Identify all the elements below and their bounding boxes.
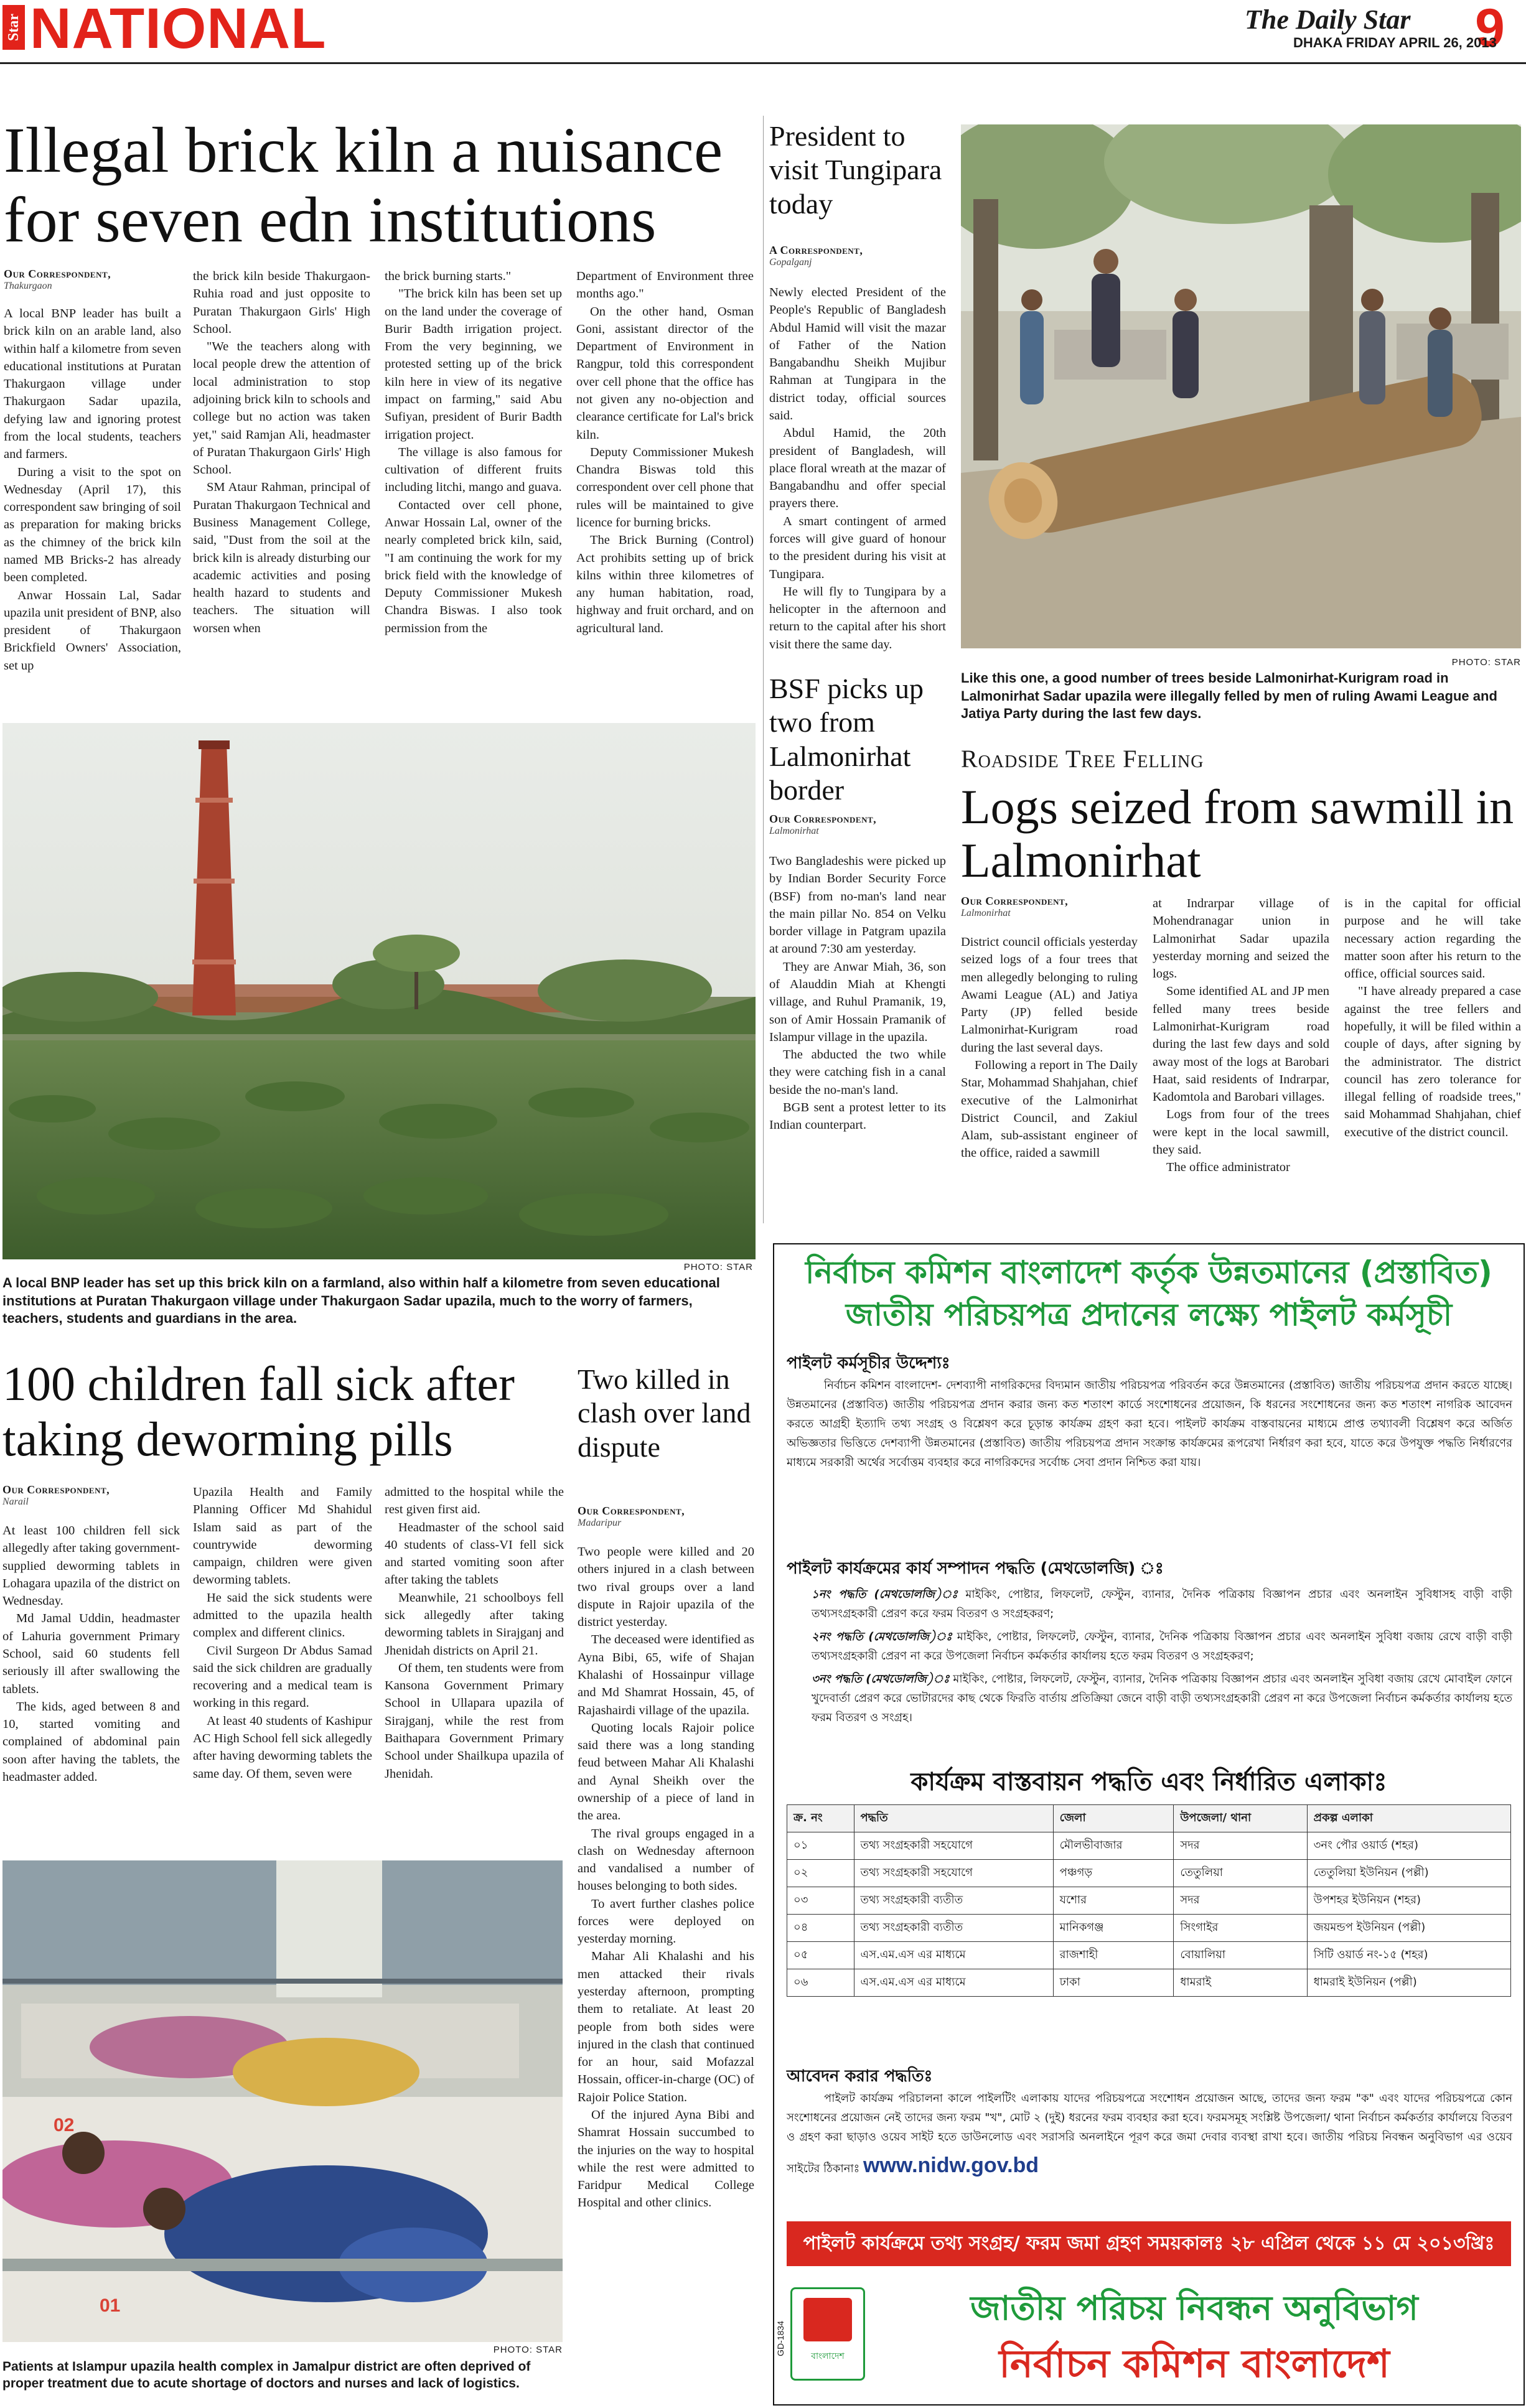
table-header-cell: প্রকল্প এলাকা xyxy=(1307,1805,1510,1832)
brick-kiln-headline: Illegal brick kiln a nuisance for seven edn institutions xyxy=(4,114,723,256)
paragraph: A local BNP leader has built a brick kiln on an arable land, also within half a kilometre from seven educational institutions at Puratan Thakurgaon village under Thakurgaon Sadar upazila, defying law and ignoring protest from the local students, teachers and farmers. xyxy=(4,307,181,462)
paragraph: Quoting locals Rajoir police said there was a long standing feud between Mahar Ali Khalashi and Aynal Sheikh over the ownership of a piece of land in the area. xyxy=(578,1720,754,1823)
paragraph: BGB sent a protest letter to its Indian counterpart. xyxy=(769,1100,946,1132)
brick-kiln-col-3 xyxy=(385,268,562,637)
clash-byline-block xyxy=(578,1505,764,1529)
page-number: 9 xyxy=(1475,0,1505,58)
paragraph: They are Anwar Miah, 36, son of Alauddin Miah at Khengti village, and Ruhul Pramanik, 19, son of Amir Hossain Pramanik of Islampur village in the upazila. xyxy=(769,959,946,1044)
ad-footer-2: নির্বাচন কমিশন বাংলাদেশ xyxy=(999,2341,1390,2386)
paragraph: is in the capital for official purpose and he will take necessary action regarding the matter soon after his return to the office, official sources said. xyxy=(1344,897,1521,981)
president-body xyxy=(769,284,946,653)
president-place: Gopalganj xyxy=(769,257,812,268)
paragraph: Of them, ten students were from Kansona Government Primary School in Ullapara upazila of Sirajganj, while the rest from Baithapara Government Primary School under Shailkupa upazila of Jhenidah. xyxy=(385,1661,564,1781)
ad-method-label: ৩নং পদ্ধতি (মেথডোলজি)ঃ xyxy=(812,1672,950,1686)
masthead-rule xyxy=(0,62,1526,64)
hospital-photo xyxy=(2,1860,563,2342)
table-cell: ০২ xyxy=(787,1860,854,1887)
deworming-headline: 100 children fall sick after taking deworming pills xyxy=(2,1356,515,1466)
paragraph: He will fly to Tungipara by a helicopter in the afternoon and return to the capital after his short visit there the same day. xyxy=(769,584,946,651)
paragraph: Deputy Commissioner Mukesh Chandra Biswas told this correspondent over cell phone that rules will be maintained to give licence for burning bricks. xyxy=(576,445,754,530)
ad-title-2: জাতীয় পরিচয়পত্র প্রদানের লক্ষ্যে পাইলট কর্মসূচী xyxy=(845,1297,1453,1333)
table-cell: ০৬ xyxy=(787,1969,854,1997)
paragraph: During a visit to the spot on Wednesday (April 17), this correspondent saw bringing of soil as preparation for making bricks as the chimney of the brick kiln named MB Bricks-2 has already been completed. xyxy=(4,465,181,585)
paragraph: Of the injured Ayna Bibi and Shamrat Hossain succumbed to the injuries on the way to hospital while the rest were admitted to Faridpur Medical College Hospital and other clinics. xyxy=(578,2108,754,2210)
deworming-col-2 xyxy=(193,1483,372,1783)
paragraph: the brick burning starts." xyxy=(385,269,512,283)
ad-title-1: নির্বাচন কমিশন বাংলাদেশ কর্তৃক উন্নতমানের (প্রস্তাবিত) xyxy=(805,1254,1492,1290)
paper-name: The Daily Star xyxy=(1245,4,1411,35)
table-cell: সিংগাইর xyxy=(1174,1915,1307,1942)
ad-method-item xyxy=(812,1585,1512,1624)
table-cell: ঢাকা xyxy=(1053,1969,1174,1997)
ad-method-text: মাইকিং, পোষ্টার, লিফলেট, ফেস্টুন, ব্যানার, দৈনিক পত্রিকায় বিজ্ঞাপন প্রচার এবং অনলাইন সুবিধা বজায় রেখে মোবাইল ফোনে খুদেবার্তা প্রেরণ করে ভোটারদের কাছ থেকে ফিরতি বার্তায় প্রতিক্রিয়া জেনে বাড়ী বাড়ী তথ্যসংগ্রহকারী প্রেরণ না করে উপজেলা নির্বাচন কর্মকর্তার কার্যালয় হতে ফরম বিতরণ ও সংগ্রহ। xyxy=(812,1672,1512,1724)
ad-area-table xyxy=(787,1804,1511,1997)
table-cell: ধামরাই ইউনিয়ন (পল্লী) xyxy=(1307,1969,1510,1997)
paragraph: admitted to the hospital while the rest given first aid. xyxy=(385,1485,564,1517)
table-cell: মৌলভীবাজার xyxy=(1053,1832,1174,1860)
clash-place: Madaripur xyxy=(578,1518,622,1528)
ad-apply-body: পাইলট কার্যক্রম পরিচালনা কালে পাইলটিং এলাকায় যাদের পরিচয়পত্রে সংশোধন প্রয়োজন আছে, তাদের জন্য ফরম "ক" এবং যাদের পরিচয়পত্রে কোন সংশোধনের প্রয়োজন নেই তাদের জন্য ফরম "খ", মোট ২ (দুই) ধরনের ফরম ব্যবহার করা হবে। ফরমসমূহ সংশ্লিষ্ট উপজেলা/ থানা নির্বাচন কর্মকর্তার কার্যালয়ে বিতরণ ও গ্রহণ করা ছাড়াও ওয়েব সাইট হতে ডাউনলোড এবং সরাসরি অনলাইনে পূরণ করে জমা দেবার ব্যবস্থা রাখা হবে। জাতীয় পরিচয় নিবন্ধন অনুবিভাগ এর ওয়েব সাইটের ঠিকানাঃ xyxy=(787,2092,1512,2175)
table-row xyxy=(787,1942,1511,1969)
bsf-byline: Our Correspondent, xyxy=(769,813,877,825)
bsf-headline: BSF picks up two from Lalmonirhat border xyxy=(769,673,924,806)
deworming-place: Narail xyxy=(2,1496,29,1507)
logs-byline-block xyxy=(961,895,1141,919)
table-cell: তেতুলিয়া xyxy=(1174,1860,1307,1887)
tree-felling-photo-credit: PHOTO: STAR xyxy=(1451,657,1521,668)
paragraph: Two Bangladeshis were picked up by Indian Border Security Force (BSF) from no-man's land near the main pillar No. 854 on Velku border village in Patgram upazila at around 7:30 am yesterday. xyxy=(769,854,946,956)
paragraph: Mahar Ali Khalashi and his men attacked their rivals yesterday afternoon, prompting them to retaliate. At least 20 people from both sides were injured in the clash that continued for an hour, said Mofazzal Hossain, officer-in-charge (OC) of Rajoir Police Station. xyxy=(578,1949,754,2104)
ad-table-title: কার্যক্রম বাস্তবায়ন পদ্ধতি এবং নির্ধারিত এলাকাঃ xyxy=(910,1768,1387,1796)
table-row xyxy=(787,1860,1511,1887)
logs-kicker: Roadside Tree Felling xyxy=(961,745,1204,773)
ballot-box-icon xyxy=(803,2298,852,2341)
paragraph: At least 100 children fell sick allegedly after taking government-supplied deworming tablets in Lohagara upazila of the district on Wednesday. xyxy=(2,1524,180,1608)
bsf-byline-block xyxy=(769,813,956,837)
table-cell: ০৫ xyxy=(787,1942,854,1969)
table-cell: তেতুলিয়া ইউনিয়ন (পল্লী) xyxy=(1307,1860,1510,1887)
table-cell: তথ্য সংগ্রহকারী সহযোগে xyxy=(854,1832,1053,1860)
table-cell: জয়মন্ডপ ইউনিয়ন (পল্লী) xyxy=(1307,1915,1510,1942)
president-headline: President to visit Tungipara today xyxy=(769,120,942,220)
paragraph: "We the teachers along with local people drew the attention of local administration to stop adjoining brick kiln to schools and college but no action was taken yet," said Ramjan Ali, headmaster of Puratan Thakurgaon Girls' High School. xyxy=(193,340,370,477)
paragraph: at Indrarpar village of Mohendranagar union in Lalmonirhat Sadar upazila yesterday morning and seized the logs. xyxy=(1153,897,1329,981)
table-cell: তথ্য সংগ্রহকারী সহযোগে xyxy=(854,1860,1053,1887)
ad-method-item xyxy=(812,1628,1512,1666)
paragraph: Anwar Hossain Lal, Sadar upazila unit president of BNP, also president of Thakurgaon Brickfield Owners' Association, set up xyxy=(4,588,181,673)
ad-logo xyxy=(790,2287,865,2381)
paragraph: Department of Environment three months ago." xyxy=(576,269,754,301)
paragraph: the brick kiln beside Thakurgaon-Ruhia road and just opposite to Puratan Thakurgaon Girls' High School. xyxy=(193,269,370,336)
paragraph: He said the sick students were admitted to the upazila health complex and different clinics. xyxy=(193,1590,372,1640)
ad-deadline-band: পাইলট কার্যক্রমে তথ্য সংগ্রহ/ ফরম জমা গ্রহণ সময়কালঃ ২৮ এপ্রিল থেকে ১১ মে ২০১৩খ্রিঃ xyxy=(787,2221,1511,2266)
bsf-body xyxy=(769,852,946,1134)
clash-body xyxy=(578,1543,754,2212)
ad-method-label: ১নং পদ্ধতি (মেথডোলজি)ঃ xyxy=(812,1588,958,1601)
deworming-byline-block xyxy=(2,1483,183,1508)
table-cell: যশোর xyxy=(1053,1887,1174,1915)
brick-kiln-caption: A local BNP leader has set up this brick kiln on a farmland, also within half a kilometre from seven educational institutions at Puratan Thakurgaon village under Thakurgaon Sadar upazila, much to the worry of farmers, teachers, students and guardians in the area. xyxy=(2,1275,720,1327)
column-divider xyxy=(763,116,764,1223)
table-cell: এস.এম.এস এর মাধ্যমে xyxy=(854,1942,1053,1969)
table-row xyxy=(787,1969,1511,1997)
paragraph: Two people were killed and 20 others injured in a clash between two rival groups over a land dispute in Rajoir upazila of the district yesterday. xyxy=(578,1545,754,1630)
table-row xyxy=(787,1832,1511,1860)
deworming-byline: Our Correspondent, xyxy=(2,1483,110,1496)
paragraph: District council officials yesterday seized logs of a four trees that men allegedly belonging to ruling Awami League (AL) and Jatiya Party (JP) felled beside Lalmonirhat-Kurigram road during the last several days. xyxy=(961,935,1138,1055)
paragraph: Upazila Health and Family Planning Officer Md Shahidul Islam said as part of the countrywide deworming campaign, children were given deworming tablets. xyxy=(193,1485,372,1587)
table-row xyxy=(787,1915,1511,1942)
paragraph: Newly elected President of the People's Republic of Bangladesh Abdul Hamid will visit the mazar of Father of the Nation Bangabandhu Sheikh Mujibur Rahman at Tungipara in the district today, official sources said. xyxy=(769,286,946,422)
paragraph: Meanwhile, 21 schoolboys fell sick allegedly after taking deworming tablets in Sirajganj and Jhenidah districts on April 21. xyxy=(385,1590,564,1658)
tree-felling-photo xyxy=(961,124,1521,648)
paragraph: SM Ataur Rahman, principal of Puratan Thakurgaon Technical and Business Management College, said, "Dust from the soil at the brick kiln is already disturbing our academic activities and posing health hazard to students and teachers. The situation will worsen when xyxy=(193,480,370,635)
hospital-photo-credit: PHOTO: STAR xyxy=(493,2345,563,2355)
logs-col-3 xyxy=(1344,895,1521,1141)
bed-label-01: 01 xyxy=(100,2295,121,2316)
paragraph: Civil Surgeon Dr Abdus Samad said the sick children are gradually recovering and a medical team is working in this regard. xyxy=(193,1643,372,1710)
ad-objective-text: নির্বাচন কমিশন বাংলাদেশ- দেশব্যাপী নাগরিকদের বিদ্যমান জাতীয় পরিচয়পত্র পরিবর্তন করে উন্নতমানের (প্রস্তাবিত) জাতীয় পরিচয়পত্র প্রদান করতে যাচ্ছে। উন্নতমানের (প্রস্তাবিত) জাতীয় পরিচয়পত্র প্রদান করার জন্য কত শতাংশ কার্ডে সংশোধনের প্রয়োজন, কি ধরনের সংশোধনের জন্য কত শতাংশ নাগরিক আবেদন করতে আগ্রহী ইত্যাদি তথ্য সংগ্রহ ও বিশ্লেষণ করে চূড়ান্ত কার্যক্রম গ্রহণ করা হবে। পাইলট কার্যক্রম বাস্তবায়নের মাধ্যমে প্রাপ্ত তথ্যাবলী বিশ্লেষণ করে অর্জিত অভিজ্ঞতার ভিত্তিতে দেশব্যাপী উন্নতমানের (প্রস্তাবিত) জাতীয় পরিচয়পত্র প্রদান সংক্রান্ত কার্যক্রমের রূপরেখা নির্ধারণ করা হবে, যাতে করে উপযুক্ত পদ্ধতি নির্ধারণের মাধ্যমে সরকারী অর্থের সর্বোত্তম ব্যবহার করে নাগরিকদের সর্বোচ্চ সেবা প্রদান নিশ্চিত করা যায়। xyxy=(787,1379,1512,1469)
table-cell: ৩নং পৌর ওয়ার্ড (শহর) xyxy=(1307,1832,1510,1860)
table-cell: ০৩ xyxy=(787,1887,854,1915)
brick-kiln-col-4 xyxy=(576,268,754,637)
ad-method-text: মাইকিং, পোষ্টার, লিফলেট, ফেস্টুন, ব্যানার, দৈনিক পত্রিকায় বিজ্ঞাপন প্রচার এবং অনলাইন সুবিধা বজায় রেখে বাড়ী বাড়ী তথ্যসংগ্রহকারী প্রেরণ না করে উপজেলা নির্বাচন কর্মকর্তার কার্যালয় হতে ফরম বিতরণ ও সংগ্রহকরণ; xyxy=(812,1630,1513,1663)
table-header-cell: উপজেলা/ থানা xyxy=(1174,1805,1307,1832)
tree-felling-caption: Like this one, a good number of trees beside Lalmonirhat-Kurigram road in Lalmonirhat Sadar upazila were illegally felled by men of ruling Awami League and Jatiya Party during the last few days. xyxy=(961,670,1497,722)
paragraph: The rival groups engaged in a clash on Wednesday afternoon and vandalised a number of houses belonging to both sides. xyxy=(578,1826,754,1893)
logs-headline: Logs seized from sawmill in Lalmonirhat xyxy=(961,780,1514,887)
paragraph: A smart contingent of armed forces will give guard of honour to the president during his visit at Tungipara. xyxy=(769,514,946,581)
hospital-caption: Patients at Islampur upazila health complex in Jamalpur district are often deprived of proper treatment due to acute shortage of doctors and nurses and lack of logistics. xyxy=(2,2359,531,2391)
table-cell: ০৪ xyxy=(787,1915,854,1942)
logs-col-2 xyxy=(1153,895,1329,1177)
paragraph: "I have already prepared a case against the tree fellers and hopefully, it will be filed within a couple of days, after signing by the administrator. The district council has zero tolerance for illegal felling of roadside trees," said Mohammad Shahjahan, chief executive of the district council. xyxy=(1344,984,1521,1139)
paragraph: Headmaster of the school said 40 students of class-VI fell sick and started vomiting soon after after taking the tablets xyxy=(385,1520,564,1587)
paragraph: Following a report in The Daily Star, Mohammad Shahjahan, chief executive of the Lalmonirhat District Council, and Zakiul Alam, sub-assistant engineer of the office, raided a sawmill xyxy=(961,1058,1138,1160)
ad-methods xyxy=(812,1585,1512,1732)
table-cell: এস.এম.এস এর মাধ্যমে xyxy=(854,1969,1053,1997)
ad-apply-heading: আবেদন করার পদ্ধতিঃ xyxy=(787,2067,933,2086)
table-header-cell: ক্র. নং xyxy=(787,1805,854,1832)
paragraph: At least 40 students of Kashipur AC High School fell sick allegedly after having deworming tablets the same day. Of them, seven were xyxy=(193,1714,372,1781)
brick-kiln-col-2 xyxy=(193,268,370,637)
paragraph: Logs from four of the trees were kept in the local sawmill, they said. xyxy=(1153,1108,1329,1157)
table-cell: সিটি ওয়ার্ড নং-১৫ (শহর) xyxy=(1307,1942,1510,1969)
ad-method-heading: পাইলট কার্যক্রমের কার্য সম্পাদন পদ্ধতি (মেথডোলজি) ঃ xyxy=(787,1559,1164,1578)
brick-kiln-byline-block xyxy=(4,268,184,292)
paragraph: Abdul Hamid, the 20th president of Bangladesh, will place floral wreath at the mazar of Bangabandhu and offer special prayers there. xyxy=(769,426,946,511)
clash-headline: Two killed in clash over land dispute xyxy=(578,1363,751,1463)
table-cell: মানিকগঞ্জ xyxy=(1053,1915,1174,1942)
ad-logo-text: বাংলাদেশ xyxy=(811,2351,845,2361)
table-cell: রাজশাহী xyxy=(1053,1942,1174,1969)
bed-label-02: 02 xyxy=(54,2115,75,2135)
table-header-cell: জেলা xyxy=(1053,1805,1174,1832)
paragraph: The office administrator xyxy=(1166,1160,1290,1175)
ad-method-text: মাইকিং, পোষ্টার, লিফলেট, ফেস্টুন, ব্যানার, দৈনিক পত্রিকায় বিজ্ঞাপন প্রচার এবং অনলাইন সুবিধাসহ বাড়ী বাড়ী তথ্যসংগ্রহকারী প্রেরণ করে ফরম বিতরণ ও সংগ্রহকরণ; xyxy=(812,1588,1512,1620)
table-cell: পঞ্চগড় xyxy=(1053,1860,1174,1887)
table-cell: ধামরাই xyxy=(1174,1969,1307,1997)
table-cell: ০১ xyxy=(787,1832,854,1860)
paragraph: Md Jamal Uddin, headmaster of Lahuria government Primary School, said 60 students fell seriously ill after swallowing the tablets. xyxy=(2,1612,180,1696)
table-cell: বোয়ালিয়া xyxy=(1174,1942,1307,1969)
table-cell: সদর xyxy=(1174,1887,1307,1915)
ad-website[interactable]: www.nidw.gov.bd xyxy=(863,2153,1039,2177)
ad-method-item xyxy=(812,1670,1512,1728)
table-cell: সদর xyxy=(1174,1832,1307,1860)
paragraph: "The brick kiln has been set up on the land under the coverage of Burir Badth irrigation project. From the very beginning, we protested setting up of the brick kiln here in view of its negative impact on farming," said Abu Sufiyan, president of Burir Badth irrigation project. xyxy=(385,287,562,442)
election-commission-ad xyxy=(773,1243,1525,2406)
table-row xyxy=(787,1887,1511,1915)
paragraph: Contacted over cell phone, Anwar Hossain Lal, owner of the nearly completed brick kiln, said, "I am continuing the work for my brick field with the knowledge of Deputy Commissioner Mukesh Chandra Biswas. I also took permission from the xyxy=(385,498,562,635)
deworming-col-3 xyxy=(385,1483,564,1783)
logs-byline: Our Correspondent, xyxy=(961,895,1069,907)
brick-kiln-photo-credit: PHOTO: STAR xyxy=(683,1262,753,1272)
paragraph: The kids, aged between 8 and 10, started vomiting and complained of abdominal pain soon after having the tablets, the headmaster added. xyxy=(2,1699,180,1784)
ad-footer-1: জাতীয় পরিচয় নিবন্ধন অনুবিভাগ xyxy=(970,2289,1418,2328)
paragraph: The village is also famous for cultivation of different fruits including litchi, mango and guava. xyxy=(385,445,562,495)
paragraph: The abducted the two while they were catching fish in a canal beside the no-man's land. xyxy=(769,1048,946,1097)
table-cell: উপশহর ইউনিয়ন (শহর) xyxy=(1307,1887,1510,1915)
star-logo: Star xyxy=(2,5,25,50)
table-cell: তথ্য সংগ্রহকারী ব্যতীত xyxy=(854,1887,1053,1915)
president-byline: A Correspondent, xyxy=(769,244,863,256)
logs-place: Lalmonirhat xyxy=(961,908,1011,918)
section-title: NATIONAL xyxy=(30,0,327,60)
deworming-col-1 xyxy=(2,1522,180,1786)
brick-kiln-photo xyxy=(2,723,756,1259)
clash-byline: Our Correspondent, xyxy=(578,1505,685,1517)
logs-col-1 xyxy=(961,933,1138,1162)
ad-objective-heading: পাইলট কর্মসূচীর উদ্দেশ্যঃ xyxy=(787,1354,950,1373)
paragraph: The deceased were identified as Ayna Bibi, 65, wife of Shajan Khalashi of Hossainpur village and Md Shamrat Hossain, 45, of Rajashairdi village of the upazila. xyxy=(578,1633,754,1717)
table-header-cell: পদ্ধতি xyxy=(854,1805,1053,1832)
bsf-place: Lalmonirhat xyxy=(769,826,819,836)
dateline: DHAKA FRIDAY APRIL 26, 2013 xyxy=(1293,35,1497,50)
paragraph: Some identified AL and JP men felled many trees beside Lalmonirhat-Kurigram road during the last few days and sold away most of the logs at Barobari Haat, said residents of Indrarpar, Kadomtola and Barobari villages. xyxy=(1153,984,1329,1104)
paragraph: On the other hand, Osman Goni, assistant director of the Department of Environment in Rangpur, told this correspondent over cell phone that the office has not given any no-objection and clearance certificate for Lal's brick kiln. xyxy=(576,304,754,442)
ad-method-label: ২নং পদ্ধতি (মেথডোলজি)ঃ xyxy=(812,1630,952,1643)
ad-gd-code: GD-1834 xyxy=(775,2321,785,2356)
president-byline-block xyxy=(769,244,956,268)
paragraph: The Brick Burning (Control) Act prohibits setting up of brick kilns within three kilometres of any human habitation, road, highway and fruit orchard, and on agricultural land. xyxy=(576,533,754,635)
table-cell: তথ্য সংগ্রহকারী ব্যতীত xyxy=(854,1915,1053,1942)
brick-kiln-col-1 xyxy=(4,305,181,674)
brick-kiln-place: Thakurgaon xyxy=(4,281,52,291)
paragraph: To avert further clashes police forces were deployed on yesterday morning. xyxy=(578,1897,754,1946)
ad-apply-text xyxy=(787,2089,1512,2183)
brick-kiln-byline: Our Correspondent, xyxy=(4,268,111,280)
